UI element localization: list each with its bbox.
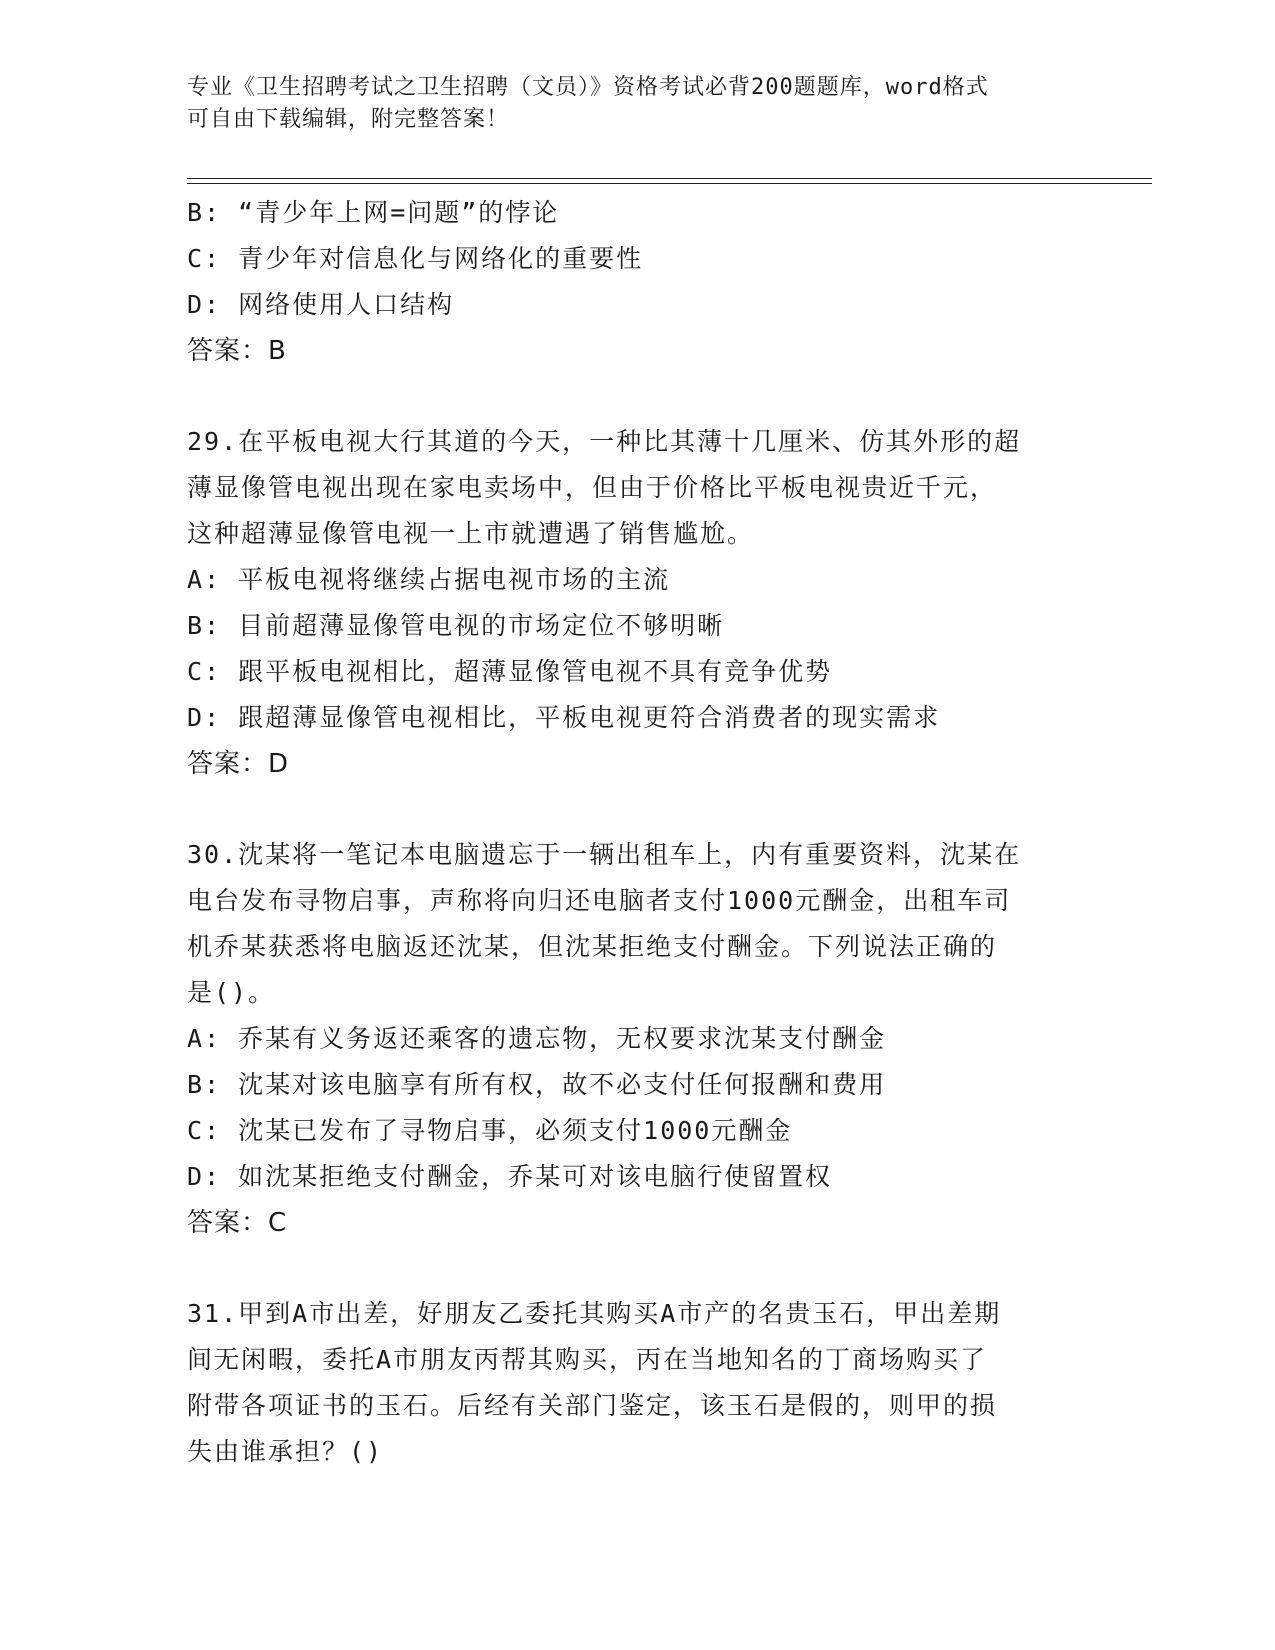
answer-label: 答案：B [187, 336, 287, 366]
question-stem-line: 失由谁承担？() [187, 1437, 384, 1466]
question-stem-line: 电台发布寻物启事，声称将向归还电脑者支付1000元酬金，出租车司 [187, 886, 1012, 915]
option-c: C: 跟平板电视相比，超薄显像管电视不具有竞争优势 [187, 657, 833, 686]
question-28-tail [187, 190, 1087, 374]
question-30 [187, 832, 1087, 1246]
document-header [187, 72, 1087, 136]
answer-label: 答案：C [187, 1208, 288, 1238]
option-b: B: 沈某对该电脑享有所有权，故不必支付任何报酬和费用 [187, 1070, 887, 1099]
header-title-line-2: 可自由下载编辑，附完整答案！ [187, 107, 510, 132]
question-stem-line: 这种超薄显像管电视一上市就遭遇了销售尴尬。 [187, 519, 755, 548]
question-stem-line: 附带各项证书的玉石。后经有关部门鉴定，该玉石是假的，则甲的损 [187, 1391, 998, 1420]
spacer [187, 374, 1087, 419]
option-d: D: 如沈某拒绝支付酬金，乔某可对该电脑行使留置权 [187, 1162, 833, 1191]
question-stem-line: 30.沈某将一笔记本电脑遗忘于一辆出租车上，内有重要资料，沈某在 [187, 840, 1022, 869]
question-29 [187, 419, 1087, 787]
question-stem-line: 薄显像管电视出现在家电卖场中，但由于价格比平板电视贵近千元， [187, 473, 998, 502]
question-stem-line: 31.甲到A市出差，好朋友乙委托其购买A市产的名贵玉石，甲出差期 [187, 1299, 1002, 1328]
option-d: D: 网络使用人口结构 [187, 290, 455, 319]
question-content [187, 190, 1087, 1475]
option-b: B: 目前超薄显像管电视的市场定位不够明晰 [187, 611, 725, 640]
question-stem-line: 29.在平板电视大行其道的今天，一种比其薄十几厘米、仿其外形的超 [187, 427, 1022, 456]
question-stem-line: 机乔某获悉将电脑返还沈某，但沈某拒绝支付酬金。下列说法正确的 [187, 932, 998, 961]
option-a: A: 乔某有义务返还乘客的遗忘物，无权要求沈某支付酬金 [187, 1024, 887, 1053]
spacer [187, 787, 1087, 832]
option-c: C: 青少年对信息化与网络化的重要性 [187, 244, 644, 273]
header-title-line-1: 专业《卫生招聘考试之卫生招聘（文员）》资格考试必背200题题库，word格式 [187, 75, 989, 100]
option-c: C: 沈某已发布了寻物启事，必须支付1000元酬金 [187, 1116, 793, 1145]
question-stem-line: 间无闲暇，委托A市朋友丙帮其购买，丙在当地知名的丁商场购买了 [187, 1345, 988, 1374]
question-31 [187, 1291, 1087, 1475]
option-a: A: 平板电视将继续占据电视市场的主流 [187, 565, 671, 594]
option-d: D: 跟超薄显像管电视相比，平板电视更符合消费者的现实需求 [187, 703, 941, 732]
question-stem-line: 是()。 [187, 978, 276, 1007]
option-b: B: “青少年上网=问题”的悖论 [187, 198, 560, 227]
header-divider-top [187, 178, 1152, 179]
header-divider-bottom [187, 183, 1152, 184]
answer-label: 答案：D [187, 749, 290, 779]
spacer [187, 1246, 1087, 1291]
